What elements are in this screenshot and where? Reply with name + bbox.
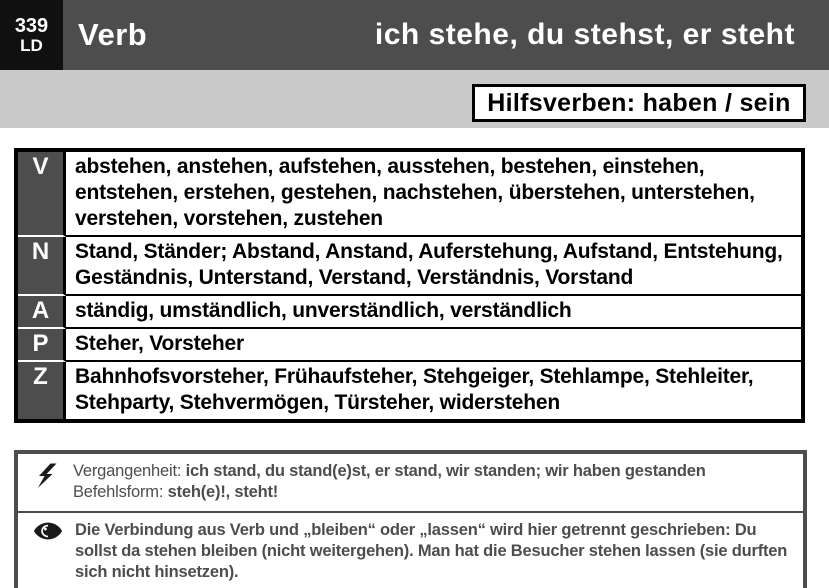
conjugation-text: ich stehe, du stehst, er steht [374, 18, 795, 51]
row-text-nouns: Stand, Ständer; Abstand, Anstand, Auferstehung, Aufstand, Entstehung, Geständnis, Unterstand, Verstand, Verständnis, Vorstand [66, 237, 801, 296]
table-row-compounds [18, 362, 801, 419]
row-label-a: A [18, 296, 66, 329]
usage-note-text: Die Verbindung aus Verb und „bleiben“ oder „lassen“ wird hier getrennt geschrieben: Du sollst da stehen bleiben (nicht weitergehen). Man hat die Besucher stehen lassen (sie durften sich nicht hinsetzen). [75, 521, 788, 581]
imperative-label: Befehlsform: [73, 483, 164, 501]
grammar-note [18, 454, 803, 513]
imperative-forms: steh(e)!, steht! [167, 483, 279, 501]
row-text-persons: Steher, Vorsteher [66, 329, 801, 362]
auxiliary-verbs-box [472, 84, 806, 122]
grammar-note-text [73, 461, 793, 503]
entry-number: 339 [14, 14, 49, 37]
table-row-persons [18, 329, 801, 362]
row-label-p: P [18, 329, 66, 362]
imperative-line [73, 482, 793, 503]
entry-code-box [0, 0, 63, 70]
lightning-icon [34, 461, 60, 489]
past-tense-forms: ich stand, du stand(e)st, er stand, wir standen; wir haben gestanden [185, 462, 706, 480]
page-title: Verb [78, 17, 148, 52]
table-row-adjectives [18, 296, 801, 329]
usage-note [18, 513, 803, 588]
past-tense-line [73, 461, 793, 482]
past-tense-label: Vergangenheit: [73, 462, 182, 480]
word-family-table [14, 148, 805, 423]
header-bar [0, 0, 829, 70]
eye-icon [34, 520, 62, 540]
auxiliary-verbs-label: Hilfsverben: haben / sein [487, 88, 791, 117]
row-text-verbs: abstehen, anstehen, aufstehen, ausstehen, bestehen, einstehen, entstehen, erstehen, gestehen, nachstehen, überstehen, unterstehen, verstehen, vorstehen, zustehen [66, 152, 801, 237]
row-label-v: V [18, 152, 66, 237]
table-row-nouns [18, 237, 801, 296]
entry-level: LD [20, 35, 43, 55]
row-text-compounds: Bahnhofsvorsteher, Frühaufsteher, Stehgeiger, Stehlampe, Stehleiter, Stehparty, Stehvermögen, Türsteher, widerstehen [75, 365, 754, 414]
row-text-adjectives: ständig, umständlich, unverständlich, verständlich [66, 296, 801, 329]
table-row-verbs [18, 152, 801, 237]
row-label-n: N [18, 237, 66, 296]
notes-box [14, 450, 807, 588]
row-label-z: Z [18, 362, 66, 419]
